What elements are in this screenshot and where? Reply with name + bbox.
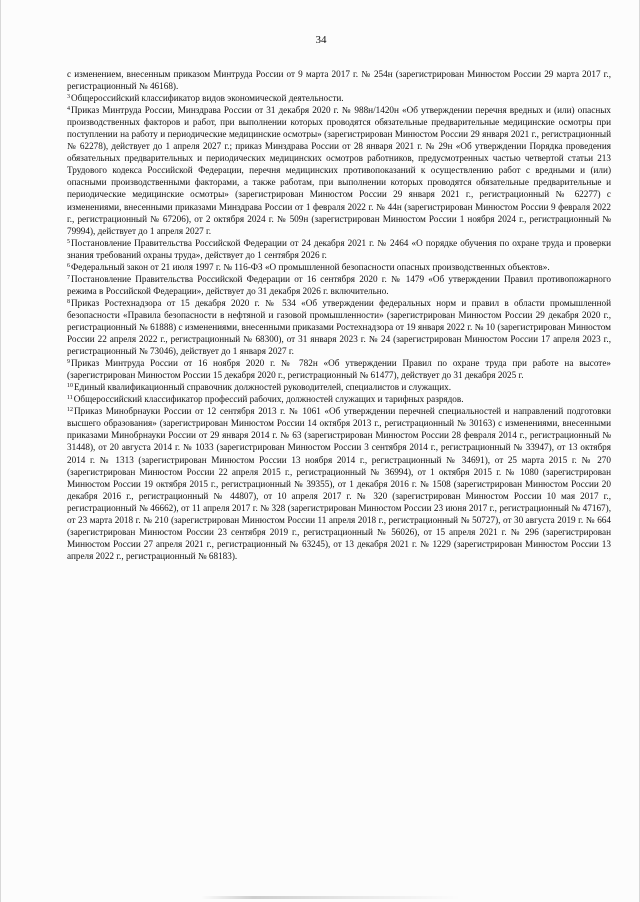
footnote-mark: 12 bbox=[67, 407, 73, 414]
footnote-mark: 7 bbox=[67, 274, 70, 281]
footnote-mark: 11 bbox=[67, 395, 73, 402]
footnote-text: Общероссийский классификатор видов экономической деятельности. bbox=[71, 93, 344, 104]
footnote-text: Приказ Минобрнауки России от 12 сентября 2013 г. № 1061 «Об утверждении перечней специальностей и направлений подготовки высшего образования» (зарегистрирован Минюстом России 14 октября 2013 г., регистрационный № 30163) с изменениями, внесенными приказами Минобрнауки России от 29 января 2014 г. № 63 (зарегистрирован Минюстом России 28 февраля 2014 г., регистрационный № 31448), от 20 августа 2014 г. № 1033 (зарегистрирован Минюстом России 3 сентября 2014 г., регистрационный № 33947), от 13 октября 2014 г. № 1313 (зарегистрирован Минюстом России 13 ноября 2014 г., регистрационный № 34691), от 25 марта 2015 г. № 270 (зарегистрирован Минюстом России 22 апреля 2015 г., регистрационный № 36994), от 1 октября 2015 г. № 1080 (зарегистрирован Минюстом России 19 октября 2015 г., регистрационный № 39355), от 1 декабря 2016 г. № 1508 (зарегистрирован Минюстом России 20 декабря 2016 г., регистрационный № 44807), от 10 апреля 2017 г. № 320 (зарегистрирован Минюстом России 10 мая 2017 г., регистрационный № 46662), от 11 апреля 2017 г. № 328 (зарегистрирован Минюстом России 23 июня 2017 г., регистрационный № 47167), от 23 марта 2018 г. № 210 (зарегистрирован Минюстом России 11 апреля 2018 г., регистрационный № 50727), от 30 августа 2019 г. № 664 (зарегистрирован Минюстом России 23 сентября 2019 г., регистрационный № 56026), от 15 апреля 2021 г. № 296 (зарегистрирован Минюстом России 27 апреля 2021 г., регистрационный № 63245), от 13 декабря 2021 г. № 1229 (зарегистрирован Минюстом России 13 апреля 2022 г., регистрационный № 68183). bbox=[67, 406, 611, 561]
footnote-text: Федеральный закон от 21 июля 1997 г. № 116-ФЗ «О промышленной безопасности опасных производственных объектов». bbox=[71, 261, 550, 272]
footnote-9 bbox=[67, 357, 611, 381]
footnote-mark: 3 bbox=[67, 94, 70, 101]
footnote-11 bbox=[67, 393, 611, 405]
footnote-12 bbox=[67, 405, 611, 562]
footnote-text: Постановление Правительства Российской Федерации от 16 сентября 2020 г. № 1479 «Об утверждении Правил противопожарного режима в Российской Федерации», действует до 31 декабря 2026 г. включительно. bbox=[67, 273, 611, 296]
footnote-4 bbox=[67, 104, 611, 237]
footnote-text: Приказ Минтруда России, Минздрава России от 31 декабря 2020 г. № 988н/1420н «Об утверждении перечня вредных и (или) опасных производственных факторов и работ, при выполнении которых проводятся обязательные предварительные медицинские осмотры при поступлении на работу и периодические медицинские осмотры» (зарегистрирован Минюстом России 29 января 2021 г., регистрационный № 62278), действует до 1 апреля 2027 г.; приказ Минздрава России от 28 января 2021 г. № 29н «Об утверждении Порядка проведения обязательных предварительных и периодических медицинских осмотров работников, предусмотренных частью четвертой статьи 213 Трудового кодекса Российской Федерации, перечня медицинских противопоказаний к осуществлению работ с вредными и (или) опасными производственными факторами, а также работам, при выполнении которых проводятся обязательные предварительные и периодические медицинские осмотры» (зарегистрирован Минюстом России 29 января 2021 г., регистрационный № 62277) с изменениями, внесенными приказами Минздрава России от 1 февраля 2022 г. № 44н (зарегистрирован Минюстом России 9 февраля 2022 г., регистрационный № 67206), от 2 октября 2024 г. № 509н (зарегистрирован Минюстом России 1 ноября 2024 г., регистрационный № 79994), действует до 1 апреля 2027 г. bbox=[67, 105, 611, 236]
footnote-text: с изменением, внесенным приказом Минтруда России от 9 марта 2017 г. № 254н (зарегистрирован Минюстом России 29 марта 2017 г., регистрационный № 46168). bbox=[67, 69, 611, 92]
footnote-text: Приказ Ростехнадзора от 15 декабря 2020 г. № 534 «Об утверждении федеральных норм и правил в области промышленной безопасности «Правила безопасности в нефтяной и газовой промышленности» (зарегистрирован Минюстом России 29 декабря 2020 г., регистрационный № 61888) с изменениями, внесенными приказами Ростехнадзора от 19 января 2022 г. № 10 (зарегистрирован Минюстом России 22 апреля 2022 г., регистрационный № 68300), от 31 января 2023 г. № 24 (зарегистрирован Минюстом России 17 апреля 2023 г., регистрационный № 73046), действует до 1 января 2027 г. bbox=[67, 297, 611, 357]
footnote-mark: 6 bbox=[67, 262, 70, 269]
footnote-3 bbox=[67, 92, 611, 104]
footnote-8 bbox=[67, 297, 611, 357]
footnote-mark: 5 bbox=[67, 238, 70, 245]
footnote-text: Приказ Минтруда России от 16 ноября 2020 г. № 782н «Об утверждении Правил по охране труда при работе на высоте» (зарегистрирован Минюстом России 15 декабря 2020 г., регистрационный № 61477), действует до 31 декабря 2025 г. bbox=[67, 358, 611, 381]
footnote-text: Общероссийский классификатор профессий рабочих, должностей служащих и тарифных разрядов. bbox=[73, 394, 464, 405]
footnote-7 bbox=[67, 273, 611, 297]
footnote-mark: 10 bbox=[67, 383, 73, 390]
footnote-mark: 4 bbox=[67, 106, 70, 113]
footnote-text: Постановление Правительства Российской Федерации от 24 декабря 2021 г. № 2464 «О порядке обучения по охране труда и проверки знания требований охраны труда», действует до 1 сентября 2026 г. bbox=[67, 237, 611, 260]
page-number: 34 bbox=[315, 34, 327, 46]
footnote-text: Единый квалификационный справочник должностей руководителей, специалистов и служащих. bbox=[74, 382, 452, 393]
footnote-6 bbox=[67, 261, 611, 273]
footnote-continuation bbox=[67, 68, 611, 92]
footnote-mark: 8 bbox=[67, 298, 70, 305]
footnotes bbox=[67, 68, 611, 562]
footnote-10 bbox=[67, 381, 611, 393]
footnote-mark: 9 bbox=[67, 359, 70, 366]
footnote-5 bbox=[67, 237, 611, 261]
scan-artifact bbox=[201, 896, 461, 899]
